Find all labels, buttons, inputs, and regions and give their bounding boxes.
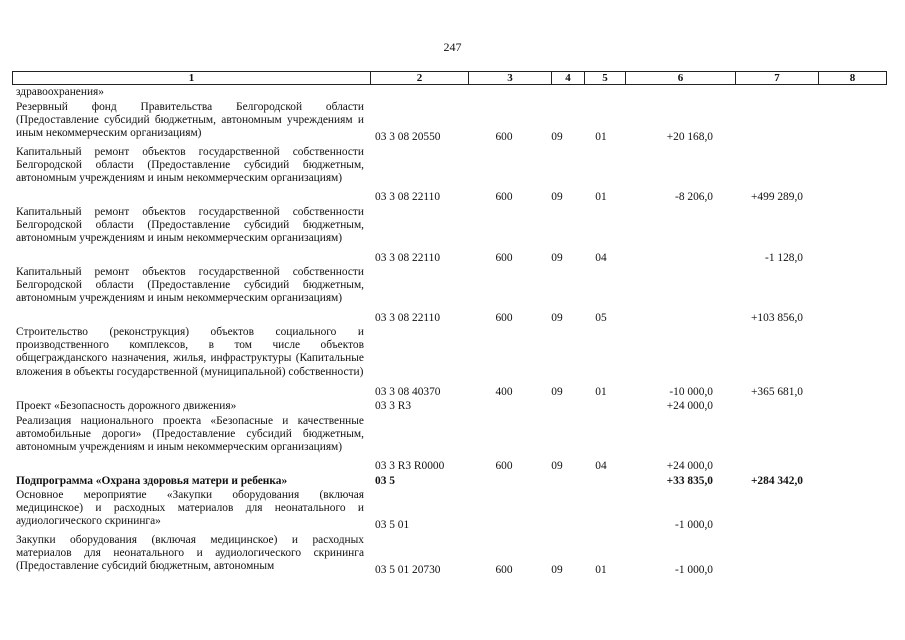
row-description: Закупки оборудования (включая медицинское) и расходных материалов для неонатального и аудиологического скрининга (Предоставление субсидий бюджетным, автономным bbox=[16, 534, 364, 573]
row-c7: +365 681,0 bbox=[751, 386, 803, 398]
row-vr: 600 bbox=[495, 131, 513, 143]
row-c7: +103 856,0 bbox=[751, 312, 803, 324]
row-code: 03 3 08 22110 bbox=[375, 312, 441, 324]
row-rz: 09 bbox=[551, 131, 563, 143]
row-c6: -1 000,0 bbox=[675, 519, 713, 531]
row-description: Проект «Безопасность дорожного движения» bbox=[16, 400, 237, 412]
row-code: 03 5 01 20730 bbox=[375, 564, 441, 576]
row-code: 03 3 R3 R0000 bbox=[375, 460, 445, 472]
row-c7: +284 342,0 bbox=[750, 475, 803, 487]
row-c7: -1 128,0 bbox=[765, 252, 803, 264]
row-c6: +24 000,0 bbox=[666, 400, 713, 412]
row-pr: 01 bbox=[595, 191, 607, 203]
row-c6: +20 168,0 bbox=[666, 131, 713, 143]
header-col-7: 7 bbox=[736, 72, 819, 84]
row-code: 03 3 R3 bbox=[375, 400, 412, 412]
header-col-8: 8 bbox=[849, 72, 856, 84]
row-description: здравоохранения» bbox=[16, 86, 104, 98]
row-pr: 01 bbox=[595, 386, 607, 398]
row-description: Основное мероприятие «Закупки оборудования (включая медицинское) и расходных материалов для неонатального и аудиологического скрининга» bbox=[16, 489, 364, 528]
row-description: Подпрограмма «Охрана здоровья матери и ребенка» bbox=[16, 475, 288, 487]
row-pr: 04 bbox=[595, 252, 607, 264]
row-pr: 01 bbox=[595, 564, 607, 576]
row-code: 03 3 08 20550 bbox=[375, 131, 441, 143]
row-pr: 01 bbox=[595, 131, 607, 143]
page-number: 247 bbox=[443, 40, 462, 54]
row-c7: +499 289,0 bbox=[751, 191, 803, 203]
row-description: Капитальный ремонт объектов государственной собственности Белгородской области (Предоставление субсидий бюджетным, автономным учреждениям и иным некоммерческим организациям) bbox=[16, 266, 364, 305]
row-vr: 600 bbox=[495, 312, 513, 324]
row-code: 03 5 01 bbox=[375, 519, 410, 531]
row-rz: 09 bbox=[551, 252, 563, 264]
row-code: 03 5 bbox=[375, 475, 395, 487]
row-rz: 09 bbox=[551, 191, 563, 203]
row-code: 03 3 08 22110 bbox=[375, 191, 441, 203]
row-description: Капитальный ремонт объектов государственной собственности Белгородской области (Предоставление субсидий бюджетным, автономным учреждениям и иным некоммерческим организациям) bbox=[16, 206, 364, 245]
row-code: 03 3 08 40370 bbox=[375, 386, 441, 398]
row-c6: -8 206,0 bbox=[675, 191, 713, 203]
row-description: Строительство (реконструкция) объектов социального и производственного комплексов, в том числе объектов общегражданского назначения, жилья, инфраструктуры (Капитальные вложения в объекты государственной (муниципальной) собственности) bbox=[16, 326, 364, 378]
header-col-4: 4 bbox=[552, 72, 585, 84]
row-c6: +24 000,0 bbox=[666, 460, 713, 472]
header-col-6: 6 bbox=[626, 72, 736, 84]
row-vr: 600 bbox=[495, 252, 513, 264]
row-pr: 04 bbox=[595, 460, 607, 472]
row-description: Резервный фонд Правительства Белгородской области (Предоставление субсидий бюджетным, автономным учреждениям и иным некоммерческим организациям) bbox=[16, 101, 364, 140]
row-vr: 600 bbox=[495, 564, 513, 576]
row-description: Реализация национального проекта «Безопасные и качественные автомобильные дороги» (Предоставление субсидий бюджетным, автономным учреждениям и иным некоммерческим организациям) bbox=[16, 415, 364, 454]
header-col-5: 5 bbox=[585, 72, 626, 84]
header-col-3: 3 bbox=[469, 72, 552, 84]
row-rz: 09 bbox=[551, 564, 563, 576]
row-code: 03 3 08 22110 bbox=[375, 252, 441, 264]
row-vr: 400 bbox=[495, 386, 513, 398]
row-vr: 600 bbox=[495, 460, 513, 472]
header-col-1: 1 bbox=[13, 72, 371, 84]
row-description: Капитальный ремонт объектов государственной собственности Белгородской области (Предоставление субсидий бюджетным, автономным учреждениям и иным некоммерческим организациям) bbox=[16, 146, 364, 185]
row-c6: -10 000,0 bbox=[669, 386, 713, 398]
row-rz: 09 bbox=[551, 386, 563, 398]
row-vr: 600 bbox=[495, 191, 513, 203]
row-rz: 09 bbox=[551, 312, 563, 324]
header-col-2: 2 bbox=[371, 72, 469, 84]
row-c6: +33 835,0 bbox=[666, 475, 713, 487]
table-header bbox=[12, 71, 887, 85]
row-c6: -1 000,0 bbox=[675, 564, 713, 576]
row-rz: 09 bbox=[551, 460, 563, 472]
row-pr: 05 bbox=[595, 312, 607, 324]
